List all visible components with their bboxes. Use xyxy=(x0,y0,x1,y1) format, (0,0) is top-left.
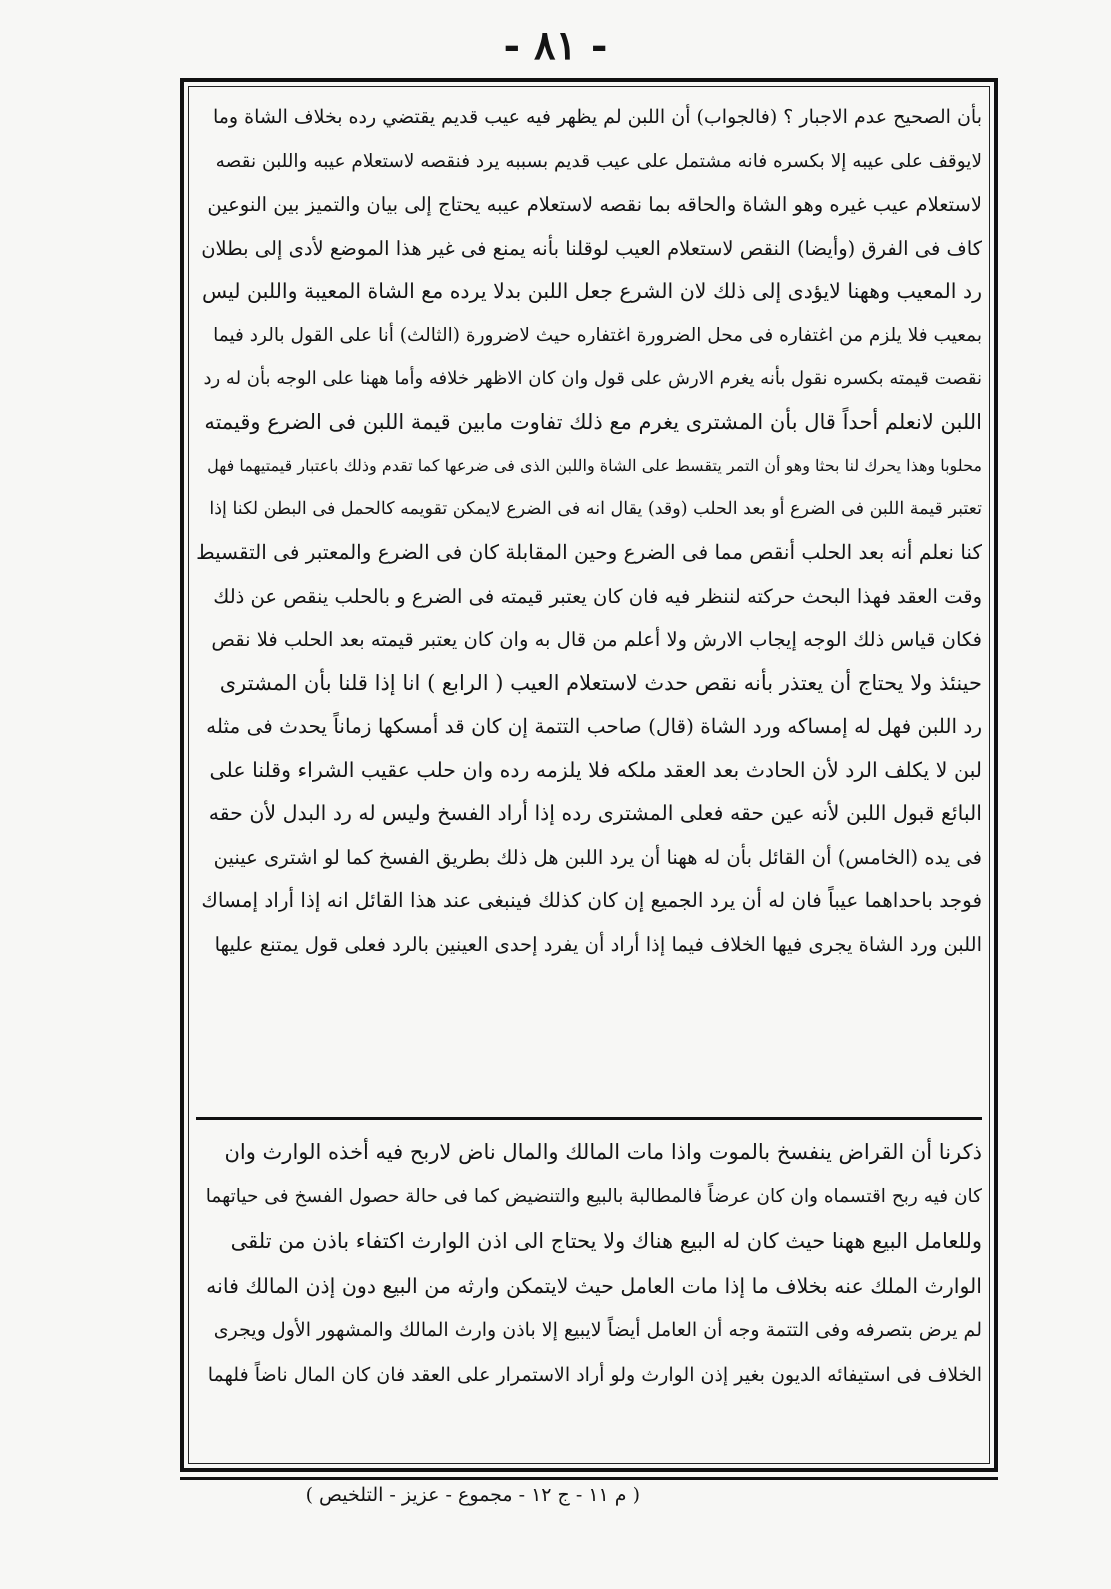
footnote-line: كان فيه ربح اقتسماه وان كان عرضاً فالمطالبة بالبيع والتنضيض كما فى حالة حصول الفسخ فى حياتهما xyxy=(205,1185,982,1207)
bottom-rule xyxy=(180,1477,998,1480)
main-line: حينئذ ولا يحتاج أن يعتذر بأنه نقص حدث لاستعلام العيب ( الرابع ) انا إذا قلنا بأن المشترى xyxy=(219,670,982,695)
main-line: فكان قياس ذلك الوجه إيجاب الارش ولا أعلم من قال به وان كان يعتبر قيمته بعد الحلب فلا نقص xyxy=(211,628,982,651)
main-line: بأن الصحيح عدم الاجبار ؟ (فالجواب) أن اللبن لم يظهر فيه عيب قديم يقتضي رده بخلاف الشاة وما xyxy=(212,106,982,128)
footnote-text xyxy=(196,1130,982,1460)
main-line: رد المعيب وههنا لايؤدى إلى ذلك لان الشرع جعل اللبن بدلا يرده مع الشاة المعيبة واللبن ليس xyxy=(201,279,982,303)
main-line: رد اللبن فهل له إمساكه ورد الشاة (قال) صاحب التتمة إن كان قد أمسكها زماناً يحدث فى مثله xyxy=(206,714,982,738)
main-line: محلوبا وهذا يحرك لنا بحثا وهو أن التمر يتقسط على الشاة واللبن الذى فى ضرعها كما تقدم وذلك باعتبار قيمتيهما فهل xyxy=(207,456,982,475)
main-text xyxy=(196,96,982,1126)
footnote-line: وللعامل البيع ههنا حيث كان له البيع هناك ولا يحتاج الى اذن الوارث اكتفاء باذن من تلقى xyxy=(230,1229,982,1253)
main-line: كاف فى الفرق (وأيضا) النقص لاستعلام العيب لوقلنا بأنه يمنع فى غير هذا الموضع لأدى إلى بطلان xyxy=(201,236,982,260)
main-line: البائع قبول اللبن لأنه عين حقه فعلى المشترى رده إذا أراد الفسخ وليس له رد البدل لأن حقه xyxy=(208,801,982,825)
main-line: لاستعلام عيب غيره وهو الشاة والحاقه بما نقصه لاستعلام عيبه يحتاج إلى بيان والتميز بين النوعين xyxy=(207,193,982,216)
signature-line: ( م ١١ - ج ١٢ - مجموع - عزيز - التلخيص ) xyxy=(305,1484,640,1506)
footnote-line: الخلاف فى استيفائه الديون بغير إذن الوارث ولو أراد الاستمرار على العقد فان كان المال ناضاً فلهما xyxy=(207,1363,982,1386)
main-line: فى يده (الخامس) أن القائل بأن له ههنا أن يرد اللبن هل ذلك بطريق الفسخ كما لو اشترى عينين xyxy=(213,845,982,869)
main-line: فوجد باحداهما عيباً فان له أن يرد الجميع إن كان كذلك فينبغى عند هذا القائل انه إذا أراد إمساك xyxy=(201,888,982,912)
page-number: - ٨١ - xyxy=(503,22,608,69)
main-line: اللبن ورد الشاة يجرى فيها الخلاف فيما إذا أراد أن يفرد إحدى العينين بالرد فعلى قول يمتنع عليها xyxy=(214,932,982,956)
main-line: وقت العقد فهذا البحث حركته لننظر فيه فان كان يعتبر قيمته فى الضرع و بالحلب ينقص عن ذلك xyxy=(213,584,982,608)
footnote-line: لم يرض بتصرفه وفى التتمة وجه أن العامل أيضاً لايبيع إلا باذن وارث المالك والمشهور الأول ويجرى xyxy=(213,1319,982,1341)
footnote-divider xyxy=(196,1117,982,1120)
main-line: اللبن لانعلم أحداً قال بأن المشترى يغرم مع ذلك تفاوت مابين قيمة اللبن فى الضرع وقيمته xyxy=(204,409,982,434)
main-line: تعتبر قيمة اللبن فى الضرع أو بعد الحلب (وقد) يقال انه فى الضرع لايمكن تقويمه كالحمل فى البطن لكنا إذا xyxy=(209,498,982,519)
main-line: نقصت قيمته بكسره نقول بأنه يغرم الارش على قول وان كان الاظهر خلافه وأما ههنا على الوجه بأن له رد xyxy=(203,368,982,389)
main-line: لايوقف على عيبه إلا بكسره فانه مشتمل على عيب قديم بسببه يرد فنقصه لاستعلام عيبه واللبن نقصه xyxy=(215,150,982,172)
footnote-line: الوارث الملك عنه بخلاف ما إذا مات العامل حيث لايتمكن وارثه من البيع دون إذن المالك فانه xyxy=(206,1273,982,1298)
main-line: بمعيب فلا يلزم من اغتفاره فى محل الضرورة اغتفاره حيث لاضرورة (الثالث) أنا على القول بالرد فيما xyxy=(213,324,982,346)
main-line: كنا نعلم أنه بعد الحلب أنقص مما فى الضرع وحين المقابلة كان فى الضرع والمعتبر فى التقسيط xyxy=(196,540,982,564)
footnote-line: ذكرنا أن القراض ينفسخ بالموت واذا مات المالك والمال ناض لاربح فيه أخذه الوارث وان xyxy=(224,1140,982,1164)
main-line: لبن لا يكلف الرد لأن الحادث بعد العقد ملكه فلا يلزمه رده وان حلب عقيب الشراء وقلنا على xyxy=(209,757,982,782)
